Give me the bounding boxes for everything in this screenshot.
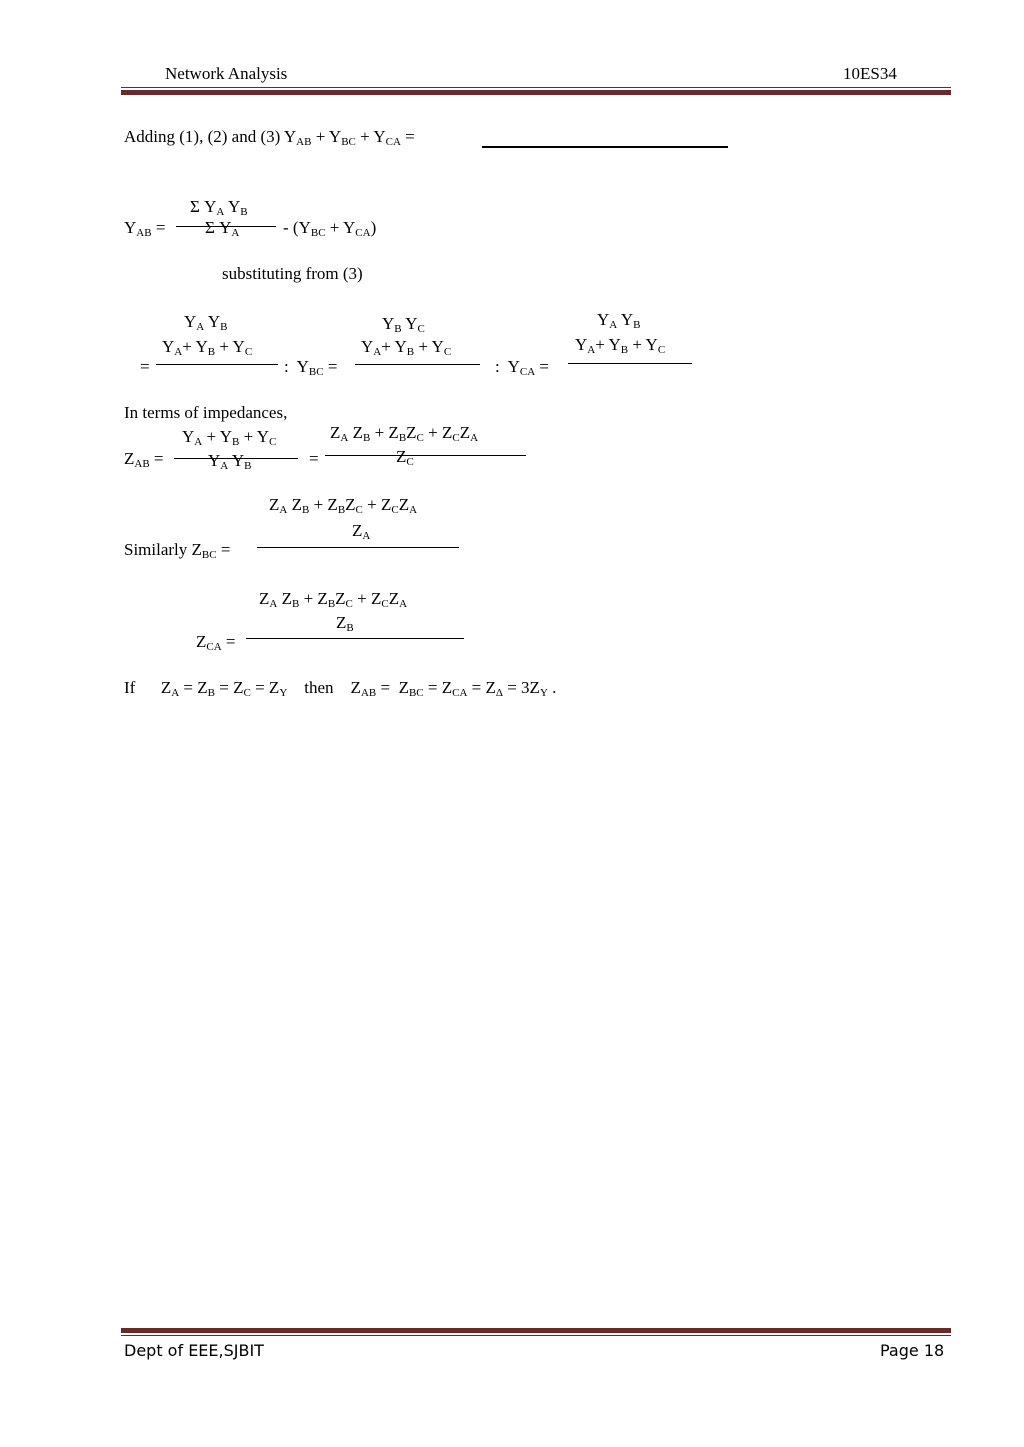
fraction-bar bbox=[257, 547, 459, 548]
substituting-text: substituting from (3) bbox=[222, 264, 363, 283]
frac1-equals: = bbox=[140, 357, 150, 376]
yab-label: $Y_{AB}$ = bbox=[124, 218, 166, 239]
header-rule-thick bbox=[121, 90, 951, 95]
fraction-bar bbox=[355, 364, 480, 365]
footer-rule-thick bbox=[121, 1328, 951, 1333]
zab-label: $Z_{AB}$ = bbox=[124, 449, 164, 470]
zbc-label: Similarly $Z_{BC}$ = bbox=[124, 540, 231, 561]
zca-label: $Z_{CA}$ = bbox=[196, 632, 236, 653]
zab-num1: $Y_A + Y_B + Y_C$ bbox=[182, 427, 277, 448]
zbc-num: $Z_A$ $Z_B + Z_BZ_C + Z_CZ_A$ bbox=[269, 495, 418, 516]
blank-underline bbox=[482, 146, 728, 148]
header-rule-thin bbox=[121, 87, 951, 88]
ybc-label: : $Y_{BC}$ = bbox=[284, 357, 338, 378]
frac3-den: $Y_A+ Y_B + Y_C$ bbox=[575, 335, 666, 356]
zab-num2: $Z_A$ $Z_B + Z_BZ_C + Z_CZ_A$ bbox=[330, 423, 479, 444]
zca-num: $Z_A$ $Z_B + Z_BZ_C + Z_CZ_A$ bbox=[259, 589, 408, 610]
header-title: Network Analysis bbox=[165, 64, 288, 83]
yab-denominator: Σ $Y_A$ bbox=[205, 218, 240, 239]
zab-equals2: = bbox=[309, 449, 319, 468]
footer-rule-thin bbox=[121, 1335, 951, 1336]
frac2-den: $Y_A+ Y_B + Y_C$ bbox=[361, 337, 452, 358]
fraction-bar bbox=[325, 455, 526, 456]
header-code: 10ES34 bbox=[843, 64, 897, 83]
frac2-num: $Y_B$ $Y_C$ bbox=[382, 314, 425, 335]
frac3-num: $Y_A$ $Y_B$ bbox=[597, 310, 641, 331]
zab-den1: $Y_A$ $Y_B$ bbox=[208, 451, 252, 472]
yab-tail: - $(Y_{BC} + Y_{CA})$ bbox=[283, 218, 377, 239]
zbc-den: $Z_A$ bbox=[352, 521, 371, 542]
footer-page-number: Page 18 bbox=[880, 1341, 945, 1360]
in-terms-text: In terms of impedances, bbox=[124, 403, 288, 422]
zab-den2: $Z_C$ bbox=[396, 447, 414, 468]
fraction-bar bbox=[156, 364, 278, 365]
yca-label: : $Y_{CA}$ = bbox=[495, 357, 549, 378]
yab-numerator: Σ $Y_A$ $Y_B$ bbox=[190, 197, 248, 218]
final-statement: If $Z_A = Z_B = Z_C = Z_Y$ then $Z_{AB} = Z_{BC} = Z_{CA} = Z_\Delta = 3Z_Y$ . bbox=[124, 678, 557, 699]
footer-dept: Dept of EEE,SJBIT bbox=[124, 1341, 264, 1360]
adding-line: Adding (1), (2) and (3) $Y_{AB} + Y_{BC} + Y_{CA}$ = bbox=[124, 127, 415, 148]
fraction-bar bbox=[568, 363, 692, 364]
frac1-num: $Y_A$ $Y_B$ bbox=[184, 312, 228, 333]
zca-den: $Z_B$ bbox=[336, 613, 354, 634]
fraction-bar bbox=[246, 638, 464, 639]
frac1-den: $Y_A+ Y_B + Y_C$ bbox=[162, 337, 253, 358]
